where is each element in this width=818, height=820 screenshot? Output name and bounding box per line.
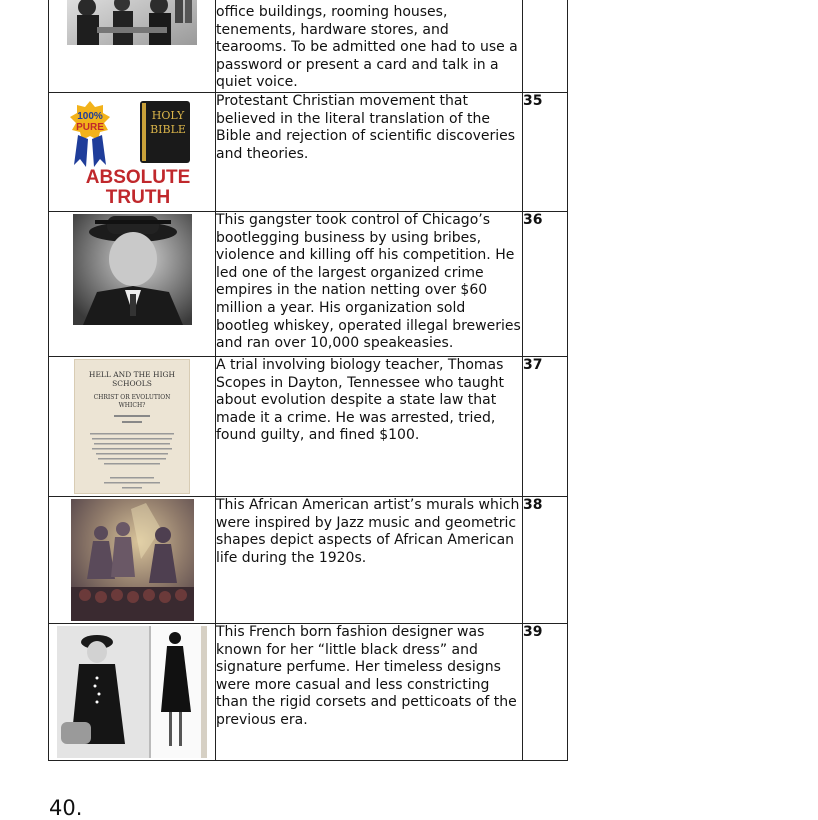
table-row (49, 623, 568, 760)
banner-top-text: ABSOLUTE (85, 166, 191, 188)
book-bottom-text: BIBLE (150, 122, 186, 136)
number-cell: 39 (523, 623, 568, 760)
fundamentalism-image (62, 97, 202, 209)
image-cell (49, 211, 216, 356)
number-cell: 38 (523, 496, 568, 623)
pamphlet-title-line3: CHRIST OR EVOLUTION (93, 393, 171, 401)
mural-painting (71, 499, 194, 621)
number-cell: 35 (523, 92, 568, 211)
gangster-portrait (73, 214, 192, 325)
fashion-designer-photo (57, 626, 207, 758)
pamphlet-title-line4: WHICH? (118, 401, 146, 409)
badge-bottom-text: PURE (76, 121, 104, 133)
banner-bottom-text: TRUTH (105, 186, 171, 208)
description-cell: Protestant Christian movement that believed in the literal translation of the Bible and rejection of scientific discoveries and theories. (216, 92, 523, 211)
book-top-text: HOLY (151, 108, 185, 122)
table-row (49, 0, 568, 92)
image-cell (49, 356, 216, 496)
table-row (49, 356, 568, 496)
table-row (49, 92, 568, 211)
number-cell (523, 0, 568, 92)
worksheet-table (48, 0, 568, 761)
description-cell: This gangster took control of Chicago’s bootlegging business by using bribes, violence and killing off his competition. He led one of the largest organized crime empires in the nation netting over $60 million a year. His organization sold bootleg whiskey, operated illegal breweries and ran over 10,000 speakeasies. (216, 211, 523, 356)
next-question-number: 40. (49, 796, 83, 820)
table-row (49, 496, 568, 623)
description-cell: A trial involving biology teacher, Thomas Scopes in Dayton, Tennessee who taught about evolution despite a state law that made it a crime. He was arrested, tried, found guilty, and fined $100. (216, 356, 523, 496)
pamphlet-title-line2: SCHOOLS (112, 378, 152, 388)
image-cell (49, 0, 216, 92)
image-cell (49, 92, 216, 211)
description-cell: This French born fashion designer was known for her “little black dress” and signature perfume. Her timeless designs were more casual and less constricting than the rigid corsets and petticoats of the previous era. (216, 623, 523, 760)
image-cell (49, 496, 216, 623)
description-cell: office buildings, rooming houses, tenements, hardware stores, and tearooms. To be admitted one had to use a password or present a card and talk in a quiet voice. (216, 0, 523, 92)
speakeasy-photo (67, 0, 197, 45)
description-cell: This African American artist’s murals which were inspired by Jazz music and geometric shapes depict aspects of African American life during the 1920s. (216, 496, 523, 623)
number-cell: 36 (523, 211, 568, 356)
number-cell: 37 (523, 356, 568, 496)
pamphlet-image (74, 359, 190, 494)
pamphlet-title-line1: HELL AND THE HIGH (88, 369, 176, 379)
table-row (49, 211, 568, 356)
image-cell (49, 623, 216, 760)
badge-top-text: 100% (77, 110, 103, 122)
